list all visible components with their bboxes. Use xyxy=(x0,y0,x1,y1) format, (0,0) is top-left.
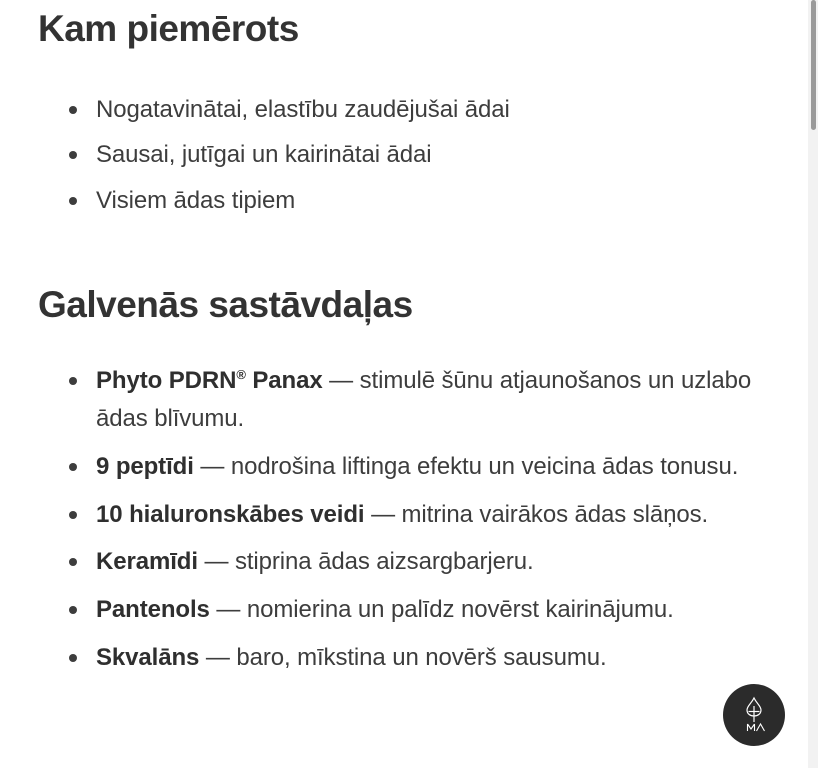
section-title-suitable-for: Kam piemērots xyxy=(38,8,299,49)
ingredient-name-text: Keramīdi xyxy=(96,548,198,576)
list-item xyxy=(38,496,778,534)
key-ingredients-list xyxy=(38,362,778,677)
ingredient-name xyxy=(96,548,198,575)
list-item xyxy=(38,591,778,629)
ingredient-name xyxy=(96,596,210,623)
section-title-key-ingredients: Galvenās sastāvdaļas xyxy=(38,284,413,326)
suitable-for-list xyxy=(38,91,778,221)
list-item xyxy=(38,448,778,486)
brand-logo-badge[interactable] xyxy=(723,684,785,746)
ingredient-name xyxy=(96,501,365,528)
ingredient-description: — stiprina ādas aizsargbarjeru. xyxy=(197,548,534,576)
scrollbar-thumb[interactable] xyxy=(811,0,816,130)
ingredient-name-text: Phyto PDRN xyxy=(96,366,237,394)
list-item xyxy=(38,543,778,581)
page-scrollbar[interactable] xyxy=(808,0,818,768)
list-item-text: Nogatavinātai, elastību zaudējušai ādai xyxy=(96,95,510,123)
list-item xyxy=(38,182,778,220)
ingredient-description: — mitrina vairākos ādas slāņos. xyxy=(364,500,709,528)
ingredient-description: — nomierina un palīdz novērst kairinājumu. xyxy=(209,596,674,624)
ingredient-name-text: Pantenols xyxy=(96,596,210,624)
list-item xyxy=(38,362,778,438)
ingredient-name xyxy=(96,453,194,480)
list-item xyxy=(38,91,778,129)
registered-trademark-icon: ® xyxy=(236,366,246,382)
ingredient-name-text: 9 peptīdi xyxy=(96,452,194,480)
list-item xyxy=(38,136,778,174)
ingredient-description: — baro, mīkstina un novērš sausumu. xyxy=(199,644,607,672)
list-item-text: Sausai, jutīgai un kairinātai ādai xyxy=(96,141,432,169)
ingredient-name-text: 10 hialuronskābes veidi xyxy=(96,500,365,528)
ingredient-name xyxy=(96,644,199,671)
leaf-monogram-icon xyxy=(737,696,771,734)
ingredient-name-text: Skvalāns xyxy=(96,644,200,672)
ingredient-name xyxy=(96,367,323,394)
list-item xyxy=(38,639,778,677)
list-item-text: Visiem ādas tipiem xyxy=(96,187,296,215)
ingredient-name-tail: Panax xyxy=(245,366,323,394)
ingredient-description: — nodrošina liftinga efektu un veicina ādas tonusu. xyxy=(193,452,739,480)
ingredient-description: — stimulē šūnu atjaunošanos un uzlabo ādas blīvumu. xyxy=(96,366,752,432)
